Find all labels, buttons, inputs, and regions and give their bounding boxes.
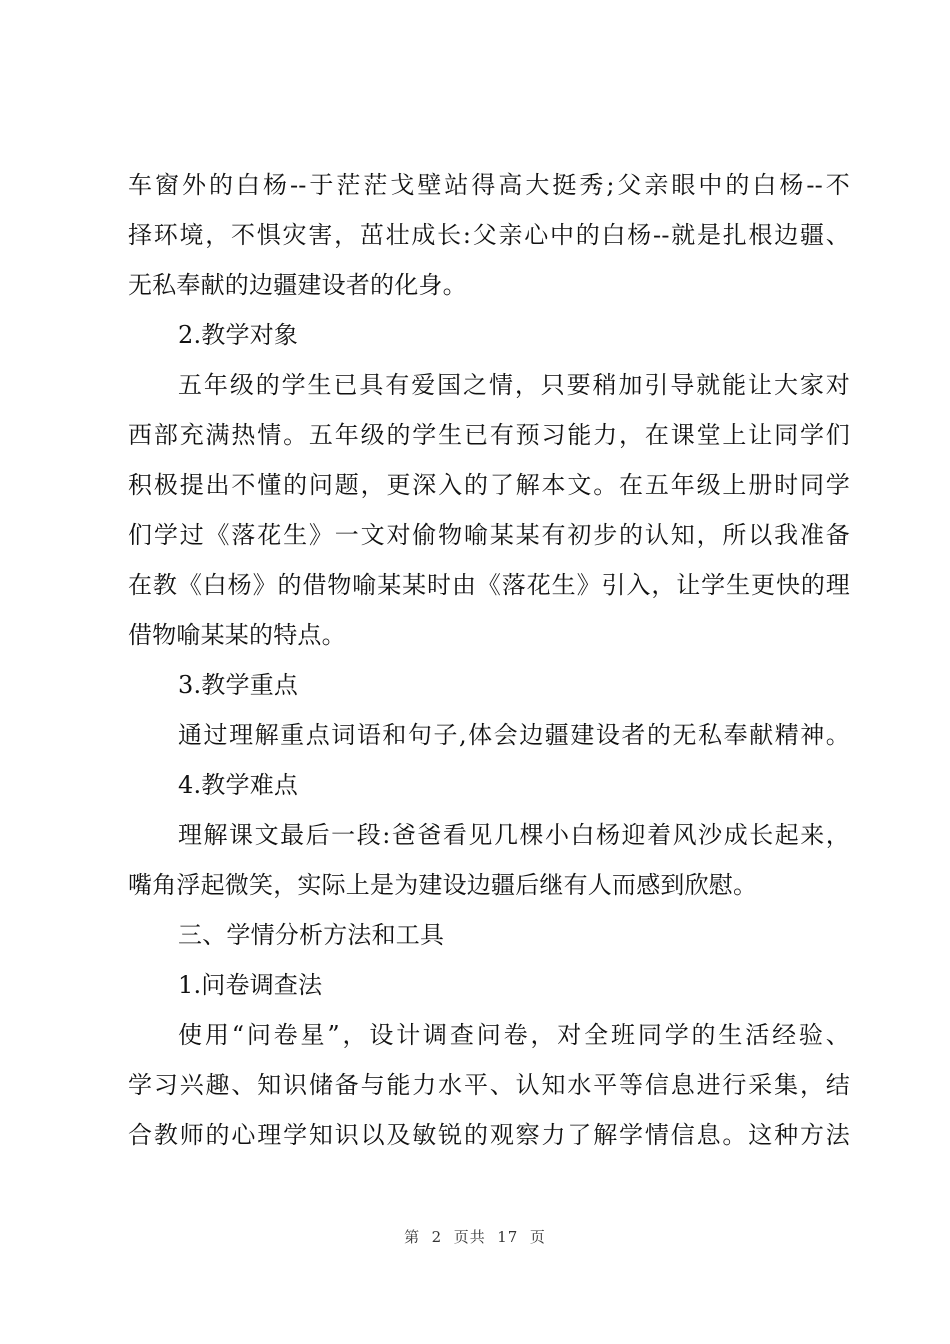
paragraph-line: 车窗外的白杨--于茫茫戈壁站得高大挺秀;父亲眼中的白杨--不 bbox=[128, 171, 850, 199]
paragraph-line: 西部充满热情。五年级的学生已有预习能力，在课堂上让同学们 bbox=[128, 421, 850, 449]
paragraph-line: 通过理解重点词语和句子,体会边疆建设者的无私奉献精神。 bbox=[178, 721, 850, 749]
paragraph-line: 择环境，不惧灾害，茁壮成长:父亲心中的白杨--就是扎根边疆、 bbox=[128, 221, 850, 249]
section-heading: 2.教学对象 bbox=[178, 321, 299, 349]
paragraph-line: 借物喻某某的特点。 bbox=[128, 621, 346, 649]
paragraph-line: 嘴角浮起微笑，实际上是为建设边疆后继有人而感到欣慰。 bbox=[128, 871, 758, 899]
section-heading: 3.教学重点 bbox=[178, 671, 299, 699]
paragraph-line: 五年级的学生已具有爱国之情，只要稍加引导就能让大家对 bbox=[178, 371, 850, 399]
section-heading: 4.教学难点 bbox=[178, 771, 299, 799]
paragraph-line: 无私奉献的边疆建设者的化身。 bbox=[128, 271, 467, 299]
paragraph-line: 积极提出不懂的问题，更深入的了解本文。在五年级上册时同学 bbox=[128, 471, 850, 499]
paragraph-line: 理解课文最后一段:爸爸看见几棵小白杨迎着风沙成长起来， bbox=[178, 821, 850, 849]
paragraph-line: 合教师的心理学知识以及敏锐的观察力了解学情信息。这种方法 bbox=[128, 1121, 850, 1149]
paragraph-line: 学习兴趣、知识储备与能力水平、认知水平等信息进行采集，结 bbox=[128, 1071, 850, 1099]
paragraph-line: 使用“问卷星”，设计调查问卷，对全班同学的生活经验、 bbox=[178, 1021, 850, 1049]
page-number-footer: 第 2 页共 17 页 bbox=[404, 1228, 546, 1246]
section-heading: 三、学情分析方法和工具 bbox=[178, 921, 445, 949]
section-heading: 1.问卷调查法 bbox=[178, 971, 323, 999]
paragraph-line: 们学过《落花生》一文对偷物喻某某有初步的认知，所以我准备 bbox=[128, 521, 850, 549]
paragraph-line: 在教《白杨》的借物喻某某时由《落花生》引入，让学生更快的理 bbox=[128, 571, 850, 599]
